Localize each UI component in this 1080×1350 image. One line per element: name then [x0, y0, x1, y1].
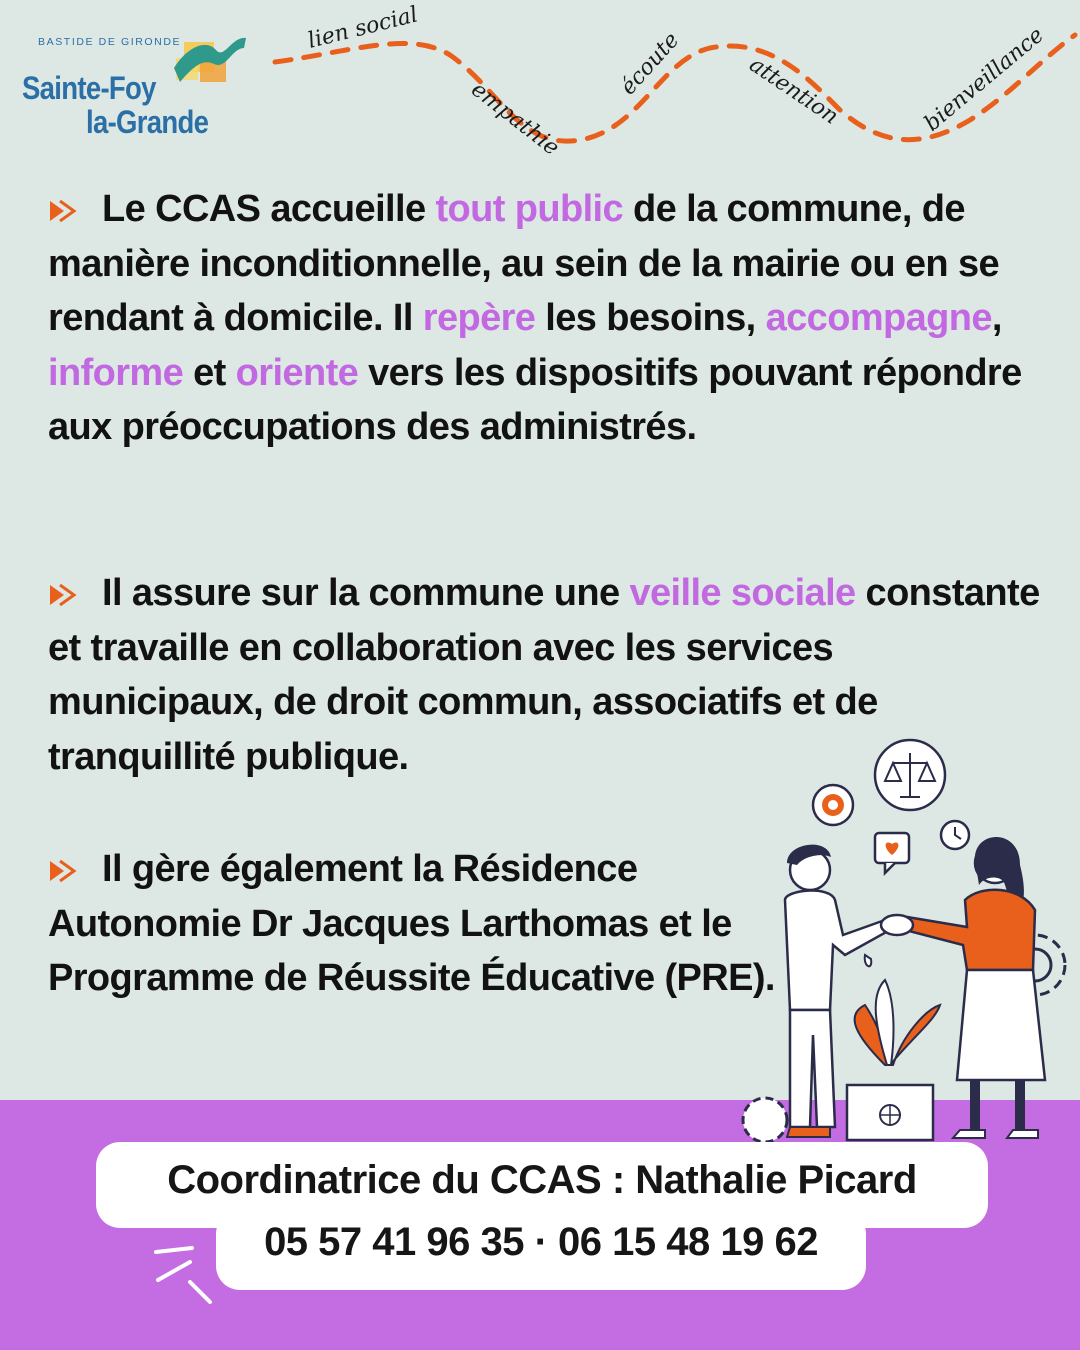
body-text: de la commune, de manière inconditionnelle, au sein de la mairie ou en se rendant à domicile. Il	[48, 188, 1000, 339]
logo-emblem-icon	[166, 28, 256, 108]
contact-name: Coordinatrice du CCAS : Nathalie Picard	[167, 1158, 917, 1202]
highlight-text: tout public	[435, 188, 624, 230]
keyword-bienveillance: bienveillance	[919, 22, 1049, 137]
paragraph-accueil	[48, 182, 1038, 455]
body-text: et	[183, 351, 236, 394]
keyword-ecoute: écoute	[615, 27, 685, 101]
logo-name-line1: Sainte-Foy	[22, 70, 156, 106]
chevron-right-icon	[48, 198, 80, 224]
spark-lines-icon	[150, 1240, 230, 1320]
body-text: Le CCAS accueille	[102, 188, 436, 230]
keyword-lien-social: lien social	[305, 2, 421, 54]
keywords-wave	[270, 0, 1080, 180]
body-text: constante et travaille en collaboration avec les services municipaux, de droit commun, associatifs et de tranquillité publique.	[48, 572, 1040, 778]
highlight-text: informe	[48, 351, 184, 394]
paragraph-residence	[48, 842, 788, 1006]
keyword-empathie: empathie	[466, 77, 564, 161]
chevron-right-icon	[48, 582, 80, 608]
body-text: les besoins,	[535, 297, 766, 339]
contact-phones: 05 57 41 96 35 · 06 15 48 19 62	[264, 1220, 818, 1264]
town-logo	[20, 28, 260, 148]
keyword-attention: attention	[744, 52, 843, 130]
highlight-text: repère	[422, 297, 536, 339]
body-text: Il assure sur la commune une	[102, 572, 630, 614]
highlight-text: oriente	[235, 351, 359, 394]
highlight-text: veille sociale	[629, 572, 856, 614]
highlight-text: accompagne	[765, 297, 992, 339]
body-text: Il gère également la Résidence Autonomie Dr Jacques Larthomas et le Programme de Réussite Éducative (PRE).	[48, 848, 775, 999]
body-text: vers les dispositifs pouvant répondre aux préoccupations des administrés.	[48, 351, 1022, 448]
chevron-right-icon	[48, 858, 80, 884]
handshake-illustration	[735, 735, 1080, 1145]
logo-name-line2: la-Grande	[86, 104, 209, 140]
body-text: ,	[991, 297, 1002, 339]
logo-tagline: BASTIDE DE GIRONDE	[38, 36, 182, 48]
